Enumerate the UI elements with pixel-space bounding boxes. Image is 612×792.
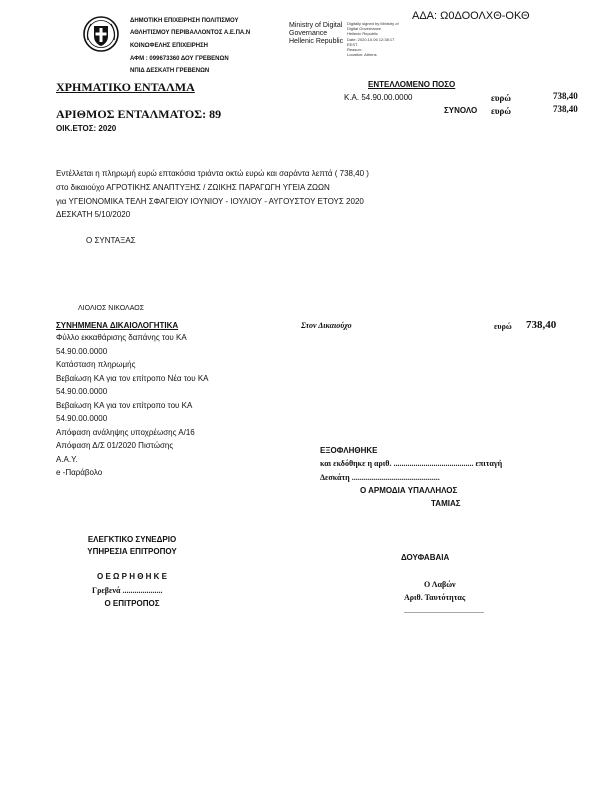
ada-code: ΑΔΑ: Ω0ΔΟΟΛΧΘ-ΟΚΘ bbox=[412, 10, 530, 22]
org-line-4: ΑΦΜ : 099673360 ΔΟΥ ΓΡΕΒΕΝΩΝ bbox=[130, 56, 229, 62]
composer-name: ΛΙΟΛΙΟΣ ΝΙΚΟΛΑΟΣ bbox=[78, 305, 145, 312]
amount-1: 738,40 bbox=[553, 91, 578, 101]
document-item: 54.90.00.0000 bbox=[56, 414, 108, 423]
currency-2: ευρώ bbox=[491, 106, 511, 116]
body-line-3: για ΥΓΕΙΟΝΟΜΙΚΑ ΤΕΛΗ ΣΦΑΓΕΙΟΥ ΙΟΥΝΙΟΥ - ΙΟΥΛΙΟΥ - ΑΥΓΟΥΣΤΟΥ ΕΤΟΥΣ 2020 bbox=[56, 197, 364, 206]
commissioner-label: Ο ΕΠΙΤΡΟΠΟΣ bbox=[104, 599, 160, 608]
receipt-title: ΔΟΥΦΑΒΑΙΑ bbox=[401, 553, 450, 562]
document-item: Απόφαση Δ/Σ 01/2020 Πιστώσης bbox=[56, 441, 174, 450]
body-line-2: στο δικαιούχο ΑΓΡΟΤΙΚΗΣ ΑΝΑΠΤΥΞΗΣ / ΖΩΙΚΗΣ ΠΑΡΑΓΩΓΗ ΥΓΕΙΑ ΖΩΩΝ bbox=[56, 183, 330, 192]
composer-label: Ο ΣΥΝΤΑΞΑΣ bbox=[86, 236, 136, 245]
org-line-1: ΔΗΜΟΤΙΚΗ ΕΠΙΧΕΙΡΗΣΗ ΠΟΛΙΤΙΣΜΟΥ bbox=[130, 18, 239, 24]
settlement-line-2: Δεσκάτη ............................................ bbox=[320, 473, 440, 482]
audit-place: Γρεβενά .................... bbox=[92, 586, 163, 595]
currency-1: ευρώ bbox=[491, 93, 511, 103]
org-line-5: ΝΠΙΔ ΔΕΣΚΑΤΗ ΓΡΕΒΕΝΩΝ bbox=[130, 68, 210, 74]
docs-amount: 738,40 bbox=[526, 319, 557, 331]
settlement-line-1: και εκδόθηκε η αριθ. ........................................ επιταγή bbox=[320, 459, 503, 468]
org-line-2: ΑΘΛΗΤΙΣΜΟΥ ΠΕΡΙΒΑΛΛΟΝΤΟΣ Α.Ε.ΠΑ.Ν bbox=[130, 30, 251, 36]
document-item: Φύλλο εκκαθάρισης δαπάνης του ΚΑ bbox=[56, 333, 187, 342]
document-item: Βεβαίωση ΚΑ για τον επίτροπο του ΚΑ bbox=[56, 400, 193, 410]
signature-line: Location: Athens bbox=[347, 52, 377, 58]
audit-line-2: ΥΠΗΡΕΣΙΑ ΕΠΙΤΡΟΠΟΥ bbox=[87, 547, 177, 556]
cashier-label: ΤΑΜΙΑΣ bbox=[431, 499, 461, 508]
documents-list bbox=[56, 331, 209, 480]
total-label: ΣΥΝΟΛΟ bbox=[444, 106, 478, 115]
ministry-line-3: Hellenic Republic bbox=[289, 38, 344, 45]
settlement-role: Ο ΑΡΜΟΔΙΑ ΥΠΑΛΛΗΛΟΣ bbox=[360, 486, 458, 495]
ministry-block bbox=[289, 22, 343, 46]
document-item: Α.Α.Υ. bbox=[56, 454, 78, 464]
id-label: Αριθ. Ταυτότητας bbox=[404, 593, 466, 602]
id-dots: ........................................ bbox=[404, 606, 484, 615]
amount-header: ΕΝΤΕΛΛΟΜΕΝΟ ΠΟΣΟ bbox=[368, 80, 456, 89]
signature-line: Digital Governance bbox=[347, 26, 382, 32]
document-item: Κατάσταση πληρωμής bbox=[56, 360, 136, 369]
signature-line: Reason: bbox=[347, 47, 362, 53]
docs-currency: ευρώ bbox=[494, 322, 512, 331]
document-title: ΧΡΗΜΑΤΙΚΟ ΕΝΤΑΛΜΑ bbox=[56, 80, 195, 94]
ministry-line-1: Ministry of Digital bbox=[289, 22, 343, 29]
signature-line: Date: 2020.10.06 12:38:17 bbox=[347, 36, 395, 42]
digital-signature-stamp bbox=[347, 21, 399, 57]
document-item: Απόφαση ανάληψης υποχρέωσης Α/16 bbox=[56, 427, 195, 437]
greek-emblem-icon bbox=[82, 14, 120, 54]
documents-header: ΣΥΝΗΜΜΕΝΑ ΔΙΚΑΙΟΛΟΓΗΤΙΚΑ bbox=[56, 321, 179, 330]
ministry-line-2: Governance bbox=[289, 30, 328, 37]
document-item: Βεβαίωση ΚΑ για τον επίτροπο Νέα του ΚΑ bbox=[56, 373, 209, 383]
receiver-label: Ο Λαβών bbox=[424, 580, 456, 589]
document-item: 54.90.00.0000 bbox=[56, 387, 108, 396]
body-line-4: ΔΕΣΚΑΤΗ 5/10/2020 bbox=[56, 210, 131, 219]
audit-line-1: ΕΛΕΓΚΤΙΚΟ ΣΥΝΕΔΡΙΟ bbox=[87, 535, 177, 544]
body-line-1: Εντέλλεται η πληρωμή ευρώ επτακόσια τριάντα οκτώ ευρώ και σαράντα λεπτά ( 738,40 ) bbox=[56, 169, 369, 178]
org-line-3: ΚΟΙΝΩΦΕΛΗΣ ΕΠΙΧΕΙΡΗΣΗ bbox=[130, 43, 209, 49]
warrant-number: ΑΡΙΘΜΟΣ ΕΝΤΑΛΜΑΤΟΣ: 89 bbox=[56, 107, 222, 121]
settlement-title: ΕΞΟΦΛΗΘΗΚΕ bbox=[320, 446, 378, 455]
signature-line: EEST bbox=[347, 41, 358, 47]
amount-2: 738,40 bbox=[553, 104, 578, 114]
document-item: e -Παράβολο bbox=[56, 468, 103, 477]
document-item: 54.90.00.0000 bbox=[56, 346, 108, 356]
ka-label: Κ.Α. 54.90.00.0000 bbox=[344, 93, 413, 102]
fiscal-year: ΟΙΚ.ΕΤΟΣ: 2020 bbox=[56, 124, 117, 133]
signature-line: Digitally signed by Ministry of bbox=[347, 21, 399, 26]
audit-seen: Ο Ε Ω Ρ Η Θ Η Κ Ε bbox=[97, 572, 167, 581]
signature-line: Hellenic Republic bbox=[347, 31, 378, 37]
beneficiary-label: Στον Δικαιούχο bbox=[301, 321, 352, 330]
